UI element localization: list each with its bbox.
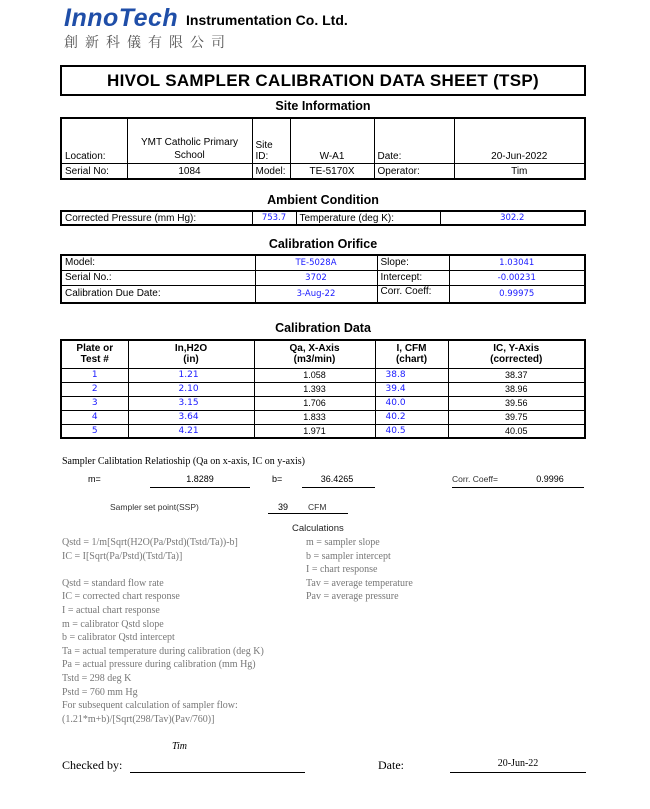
- company-logo: InnoTech: [64, 4, 179, 32]
- calc-line: IC = corrected chart response: [62, 591, 180, 603]
- company-chinese-name: 創新科儀有限公司: [64, 35, 232, 51]
- qa-value: 1.833: [254, 410, 375, 424]
- qa-value: 1.971: [254, 424, 375, 438]
- ic-value: 40.05: [448, 424, 585, 438]
- cfm-value: 40.0: [375, 396, 448, 410]
- orifice-model-value: TE-5028A: [255, 255, 377, 270]
- calc-line: Qstd = standard flow rate: [62, 577, 164, 589]
- b-value: 36.4265: [320, 474, 354, 484]
- calc-def-line: m = sampler slope: [306, 537, 380, 548]
- temperature-label: Temperature (deg K):: [296, 211, 440, 225]
- model-value: TE-5170X: [290, 163, 374, 179]
- table-row: [61, 424, 585, 438]
- calc-line: [62, 563, 302, 577]
- ambient-table: [60, 210, 586, 226]
- orifice-model-label: Model:: [61, 255, 255, 270]
- orifice-title: Calibration Orifice: [268, 237, 378, 251]
- calc-line: Pstd = 760 mm Hg: [62, 686, 138, 698]
- h2o-value: 2.10: [128, 382, 254, 396]
- ic-value: 39.75: [448, 410, 585, 424]
- ssp-unit: CFM: [308, 502, 327, 512]
- calc-line: Pa = actual pressure during calibration (mm Hg): [62, 659, 256, 671]
- ssp-underline: [268, 513, 348, 514]
- calc-line: Ta = actual temperature during calibration (deg K): [62, 645, 264, 657]
- m-label: m=: [88, 474, 101, 484]
- ambient-title: Ambient Condition: [267, 193, 379, 207]
- calibration-title: Calibration Data: [275, 321, 371, 335]
- temperature-value: 302.2: [440, 211, 585, 225]
- calc-def-line: Pav = average pressure: [306, 591, 399, 603]
- calc-line: For subsequent calculation of sampler flow:: [62, 700, 238, 712]
- corr-coeff-label: Corr. Coeff:: [377, 285, 449, 303]
- table-row: [61, 368, 585, 382]
- calc-line: m = calibrator Qstd slope: [62, 618, 164, 630]
- checked-by-label: Checked by:: [62, 758, 123, 772]
- operator-value: Tim: [454, 163, 585, 179]
- location-label: Location:: [61, 118, 127, 163]
- site-info-table: [60, 117, 586, 180]
- h2o-value: 1.21: [128, 368, 254, 382]
- due-date-value: 3-Aug-22: [255, 285, 377, 303]
- column-header: In,H2O (in): [128, 340, 254, 368]
- serial-value: 1084: [127, 163, 252, 179]
- footer-date-line: [450, 772, 586, 773]
- due-date-label: Calibration Due Date:: [61, 285, 255, 303]
- m-underline: [150, 487, 250, 488]
- operator-label: Operator:: [374, 163, 454, 179]
- date-label: Date:: [374, 118, 454, 163]
- cfm-value: 40.5: [375, 424, 448, 438]
- ssp-label: Sampler set point(SSP): [110, 502, 199, 512]
- slope-value: 1.03041: [449, 255, 585, 270]
- site-info-title: Site Information: [275, 99, 371, 113]
- h2o-value: 3.15: [128, 396, 254, 410]
- ic-value: 39.56: [448, 396, 585, 410]
- signature: Tim: [172, 741, 188, 752]
- ssp-value: 39: [277, 502, 288, 512]
- calculations-definitions: [306, 536, 446, 604]
- test-number: 3: [61, 396, 128, 410]
- calc-line: Qstd = 1/m[Sqrt(H2O(Pa/Pstd)(Tstd/Ta))-b]: [62, 537, 238, 548]
- cfm-value: 39.4: [375, 382, 448, 396]
- intercept-value: -0.00231: [449, 270, 585, 285]
- company-name: Instrumentation Co. Ltd.: [186, 12, 348, 28]
- column-header: Plate or Test #: [61, 340, 128, 368]
- calc-def-line: b = sampler intercept: [306, 550, 391, 562]
- corr-coeff-value: 0.99975: [449, 285, 585, 303]
- ic-value: 38.37: [448, 368, 585, 382]
- footer-date-value: 20-Jun-22: [497, 758, 539, 769]
- sampler-corr-value: 0.9996: [536, 474, 564, 484]
- calc-def-line: Tav = average temperature: [306, 577, 413, 589]
- table-row: [61, 382, 585, 396]
- column-header: I, CFM (chart): [375, 340, 448, 368]
- h2o-value: 4.21: [128, 424, 254, 438]
- table-row: [61, 410, 585, 424]
- model-label: Model:: [252, 163, 290, 179]
- calc-def-line: I = chart response: [306, 564, 378, 576]
- intercept-label: Intercept:: [377, 270, 449, 285]
- qa-value: 1.393: [254, 382, 375, 396]
- sampler-corr-label: Corr. Coeff=: [452, 474, 498, 484]
- orifice-serial-value: 3702: [255, 270, 377, 285]
- qa-value: 1.058: [254, 368, 375, 382]
- pressure-value: 753.7: [252, 211, 296, 225]
- table-row: [61, 396, 585, 410]
- b-underline: [302, 487, 375, 488]
- calc-line: I = actual chart response: [62, 604, 160, 616]
- test-number: 5: [61, 424, 128, 438]
- date-value: 20-Jun-2022: [454, 118, 585, 163]
- slope-label: Slope:: [377, 255, 449, 270]
- calc-line: Tstd = 298 deg K: [62, 672, 132, 684]
- test-number: 4: [61, 410, 128, 424]
- pressure-label: Corrected Pressure (mm Hg):: [61, 211, 252, 225]
- cfm-value: 38.8: [375, 368, 448, 382]
- column-header: Qa, X-Axis (m3/min): [254, 340, 375, 368]
- column-header: IC, Y-Axis (corrected): [448, 340, 585, 368]
- test-number: 1: [61, 368, 128, 382]
- test-number: 2: [61, 382, 128, 396]
- footer-date-label: Date:: [378, 758, 404, 772]
- site-id-label: Site ID:: [252, 118, 290, 163]
- calibration-table: [60, 339, 586, 439]
- ic-value: 38.96: [448, 382, 585, 396]
- calc-line: IC = I[Sqrt(Pa/Pstd)(Tstd/Ta)]: [62, 550, 183, 562]
- orifice-table: [60, 254, 586, 304]
- serial-label: Serial No:: [61, 163, 127, 179]
- calc-line: b = calibrator Qstd intercept: [62, 632, 175, 644]
- m-value: 1.8289: [186, 474, 214, 484]
- qa-value: 1.706: [254, 396, 375, 410]
- relationship-title: Sampler Calibtation Relatioship (Qa on x-axis, IC on y-axis): [62, 456, 306, 467]
- cfm-value: 40.2: [375, 410, 448, 424]
- corr-underline: [452, 487, 584, 488]
- location-value: YMT Catholic Primary School: [127, 118, 252, 163]
- calculations-title: Calculations: [292, 523, 344, 534]
- checked-by-line: [130, 772, 305, 773]
- page-title: HIVOL SAMPLER CALIBRATION DATA SHEET (TSP): [60, 65, 586, 96]
- calc-line: (1.21*m+b)/[Sqrt(298/Tav)(Pav/760)]: [62, 713, 215, 725]
- b-label: b=: [272, 474, 283, 484]
- h2o-value: 3.64: [128, 410, 254, 424]
- orifice-serial-label: Serial No.:: [61, 270, 255, 285]
- calculations-notes: [62, 536, 302, 726]
- site-id-value: W-A1: [290, 118, 374, 163]
